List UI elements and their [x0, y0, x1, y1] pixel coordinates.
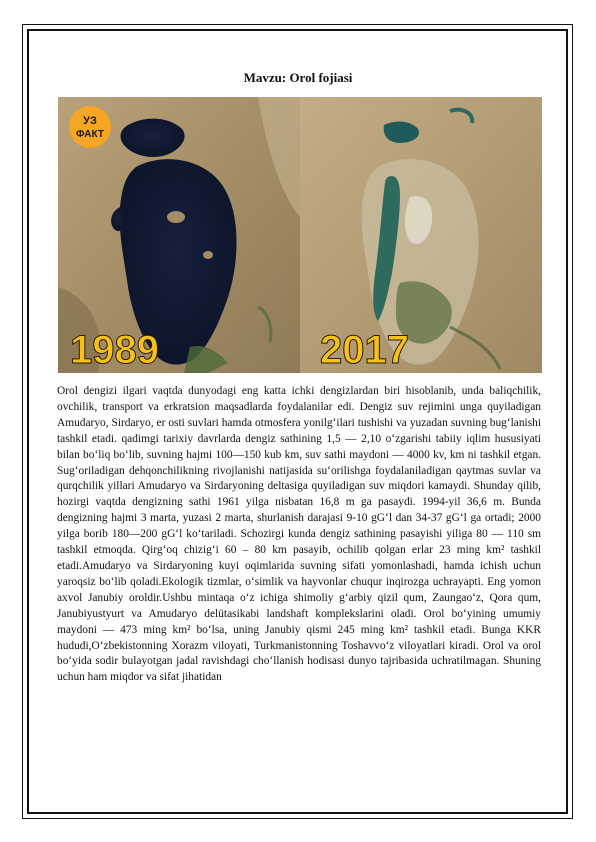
satellite-image-1989: [58, 97, 300, 373]
year-label-1989: 1989: [70, 328, 159, 372]
badge-line-1: УЗ: [83, 115, 97, 127]
page-title: Mavzu: Orol fojiasi: [243, 70, 353, 85]
satellite-image-2017: [300, 97, 542, 373]
uz-fakt-badge-icon: [69, 106, 111, 148]
aral-sea-comparison-image: [58, 97, 542, 373]
badge-line-2: ФАКТ: [76, 129, 104, 140]
year-label-2017: 2017: [320, 328, 409, 372]
body-paragraph: Orol dengizi ilgari vaqtda dunyodagi eng katta ichki dengizlardan biri hisoblanib, unda baliqchilik, ovchilik, transport va erkratsion maqsadlarda foydalanilar edi. Dengiz suv rejimini unga quyiladigan Amudaryo, Sirdaryo, er osti suvlari hamda otmosfera yonilg‘ilari tushishi va yuzadan suvning bug‘lanishi tashkil etadi. qadimgi tarixiy davrlarda dengiz sathining 1,5 — 2,10 o‘zgarishi tabiiy iqlim hususiyati bilan bo‘liq bo‘lib, suvning hajmi 100—150 kub km, suv sathi maydoni — 4000 kv, km ni tashkil etgan. Sug‘oriladigan dehqonchilikning rivojlanishi natijasida su‘orilishga foydalaniladigan qaytmas suvlar va qurqchilik yillari Amudaryo va Sirdaryoning deltasiga quyiladigan suv miqdori kamaydi. Shunday qilib, hozirgi vaqtda dengizning sathi 1961 yilga nisbatan 16,8 m ga pasaydi. 1994-yil 36,6 m. Bunda dengizning hajmi 3 marta, yuzasi 2 marta, shurlanish darajasi 9-10 gG‘l dan 34-37 gG‘l ga ortadi; 2000 yilga borib 180—200 gG‘l ko‘tariladi. Schozirgi kunda dengiz sathining pasayishi yiliga 80 — 110 sm tashkil etmoqda. Qirg‘oq chizig‘i 60 – 80 km pasayib, ochilib qolgan erlar 23 ming km² tashkil etadi.Amudaryo va Sirdaryoning kuyi oqimlarida suvning sifati yomonlashadi, hamda ichish uchun yaroqsiz bo‘lib qoladi.Ekologik tizmlar, o‘simlik va hayvonlar chuqur inqirozga uchrayapti. Eng yomon axvol Janubiy oroldir.Ushbu mintaqa o‘z ichiga shimoliy g‘arbiy qizil qum, Zaungao‘z, Qora qum, Janubiyustyurt va Amudaryo delütasikabi landshaft komplekslarini oladi. Orol bo‘yining umumiy maydoni — 473 ming km² bo‘lsa, uning Janubiy qismi 245 ming km² tashkil etadi. Bunga KKR hududi,O‘zbekistonning Xorazm viloyati, Turkmanistonning Toshavvo‘z viloyatlari kiradi. Orol va orol bo‘yida sodir bulayotgan jadal ravishdagi cho‘llanish hodisasi dunyo tajribasida uchratilmagan. Shuning uchun ham miqdor va sifat jihatidan: [57, 385, 541, 684]
